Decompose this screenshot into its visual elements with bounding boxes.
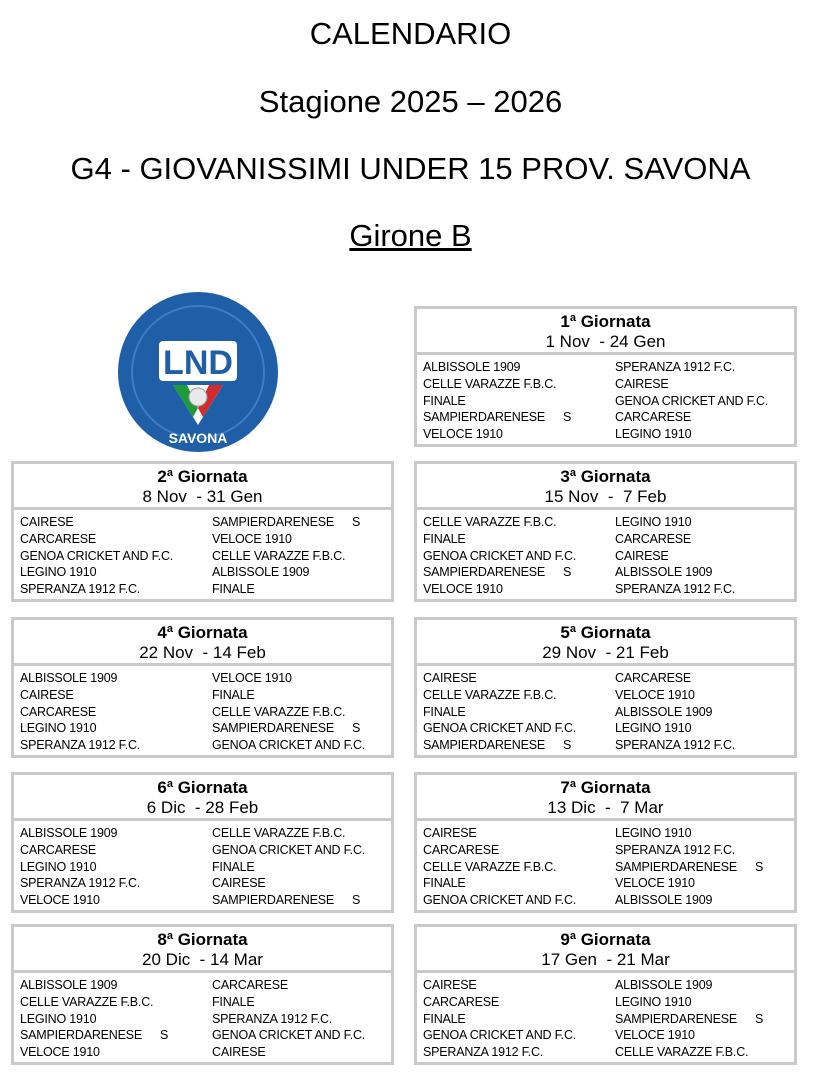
- home-team: [423, 376, 615, 393]
- home-team: [20, 892, 212, 909]
- home-team: [20, 704, 212, 721]
- away-team-name: LEGINO 1910: [615, 721, 692, 736]
- round-header: [14, 620, 391, 666]
- round-dates: 17 Gen - 21 Mar: [541, 950, 670, 969]
- match-list: [417, 510, 794, 598]
- home-team: [423, 1027, 615, 1044]
- match-row: [20, 842, 391, 859]
- logo-main-text: LND: [163, 344, 233, 382]
- home-team-name: SAMPIERDARENESE: [423, 565, 546, 580]
- away-team: [212, 687, 391, 704]
- match-row: [20, 825, 391, 842]
- away-team-name: CARCARESE: [212, 978, 288, 992]
- away-team: [615, 548, 794, 565]
- match-list: [14, 821, 391, 909]
- home-team-name: ALBISSOLE 1909: [20, 826, 118, 840]
- away-team-name: GENOA CRICKET AND F.C.: [212, 842, 366, 857]
- home-team-name: FINALE: [423, 876, 466, 891]
- away-team: [615, 859, 794, 876]
- away-team: [615, 1044, 794, 1061]
- match-row: [423, 393, 794, 410]
- away-team: [212, 514, 391, 531]
- round-title: 4$^a$ Giornata: [157, 623, 248, 642]
- away-team-name: LEGINO 1910: [615, 826, 692, 840]
- match-row: [20, 859, 391, 876]
- home-team: [20, 720, 212, 737]
- away-team: [615, 687, 794, 704]
- home-team-name: FINALE: [423, 531, 466, 546]
- home-team-flag: S: [563, 565, 572, 580]
- home-team-name: SPERANZA 1912 F.C.: [20, 738, 141, 753]
- home-team-name: CAIRESE: [423, 978, 477, 992]
- home-team-name: VELOCE 1910: [423, 427, 503, 442]
- away-team-name: LEGINO 1910: [615, 994, 692, 1009]
- match-row: [20, 670, 391, 687]
- home-team: [423, 737, 615, 754]
- home-team: [423, 825, 615, 842]
- home-team: [423, 1011, 615, 1028]
- home-team-name: CARCARESE: [423, 842, 499, 857]
- match-row: [20, 548, 391, 565]
- round-dates: 13 Dic - 7 Mar: [547, 798, 664, 817]
- round-dates: 15 Nov - 7 Feb: [544, 487, 667, 506]
- away-team-name: FINALE: [212, 687, 255, 702]
- home-team-name: LEGINO 1910: [20, 565, 97, 580]
- match-row: [20, 737, 391, 754]
- home-team-name: CAIRESE: [423, 826, 477, 840]
- away-team-name: SPERANZA 1912 F.C.: [615, 360, 736, 374]
- home-team-name: CARCARESE: [20, 531, 96, 546]
- away-team: [615, 1027, 794, 1044]
- home-team: [423, 564, 615, 581]
- round-card: [414, 461, 797, 602]
- away-team: [615, 359, 794, 376]
- home-team: [20, 859, 212, 876]
- match-row: [20, 1044, 391, 1061]
- round-header: [14, 775, 391, 821]
- round-card: [414, 617, 797, 758]
- home-team: [20, 548, 212, 565]
- home-team-name: CAIRESE: [423, 671, 477, 685]
- away-team: [212, 875, 391, 892]
- home-team: [423, 548, 615, 565]
- away-team: [212, 859, 391, 876]
- match-row: [423, 1011, 794, 1028]
- away-team-name: GENOA CRICKET AND F.C.: [212, 1028, 366, 1043]
- away-team: [212, 704, 391, 721]
- away-team-name: VELOCE 1910: [212, 531, 292, 546]
- home-team: [20, 737, 212, 754]
- round-dates: 22 Nov - 14 Feb: [139, 643, 266, 662]
- match-row: [20, 514, 391, 531]
- match-row: [423, 581, 794, 598]
- match-row: [423, 548, 794, 565]
- home-team-name: CELLE VARAZZE F.B.C.: [423, 859, 557, 874]
- away-team: [212, 994, 391, 1011]
- home-team: [423, 892, 615, 909]
- away-team: [212, 1027, 391, 1044]
- away-team-flag: S: [755, 1011, 764, 1026]
- home-team-name: SPERANZA 1912 F.C.: [20, 582, 141, 597]
- home-team-name: LEGINO 1910: [20, 721, 97, 736]
- round-title: 2$^a$ Giornata: [157, 467, 248, 486]
- home-team-name: VELOCE 1910: [423, 582, 503, 597]
- logo-sub-text: SAVONA: [168, 430, 228, 446]
- match-row: [20, 704, 391, 721]
- home-team: [423, 531, 615, 548]
- group-title: Girone B: [349, 218, 472, 253]
- round-header: [417, 620, 794, 666]
- match-row: [423, 977, 794, 994]
- home-team: [423, 977, 615, 994]
- away-team-name: CELLE VARAZZE F.B.C.: [212, 826, 346, 840]
- home-team-name: VELOCE 1910: [20, 1045, 100, 1060]
- season-title: Stagione 2025 – 2026: [258, 84, 563, 119]
- away-team: [212, 720, 391, 737]
- away-team-name: ALBISSOLE 1909: [615, 565, 713, 580]
- away-team: [615, 994, 794, 1011]
- away-team-name: FINALE: [212, 859, 255, 874]
- away-team: [615, 1011, 794, 1028]
- home-team-name: GENOA CRICKET AND F.C.: [423, 1028, 577, 1043]
- away-team: [212, 581, 391, 598]
- away-team-name: SAMPIERDARENESE: [615, 859, 738, 874]
- away-team: [212, 670, 391, 687]
- match-row: [423, 409, 794, 426]
- match-row: [423, 687, 794, 704]
- away-team: [615, 737, 794, 754]
- match-row: [20, 687, 391, 704]
- match-row: [423, 825, 794, 842]
- home-team: [20, 977, 212, 994]
- away-team: [615, 376, 794, 393]
- home-team-name: CARCARESE: [20, 704, 96, 719]
- away-team-name: FINALE: [212, 994, 255, 1009]
- away-team-name: CAIRESE: [212, 1045, 266, 1060]
- home-team: [423, 670, 615, 687]
- home-team-name: FINALE: [423, 704, 466, 719]
- home-team-name: SAMPIERDARENESE: [423, 410, 546, 425]
- round-title: 3$^a$ Giornata: [560, 467, 651, 486]
- round-header: [417, 927, 794, 973]
- match-row: [423, 359, 794, 376]
- home-team-name: ALBISSOLE 1909: [20, 671, 118, 685]
- home-team: [423, 687, 615, 704]
- round-dates: 8 Nov - 31 Gen: [142, 487, 263, 506]
- round-header: [417, 464, 794, 510]
- match-list: [417, 666, 794, 754]
- home-team-name: CELLE VARAZZE F.B.C.: [423, 687, 557, 702]
- home-team: [20, 1027, 212, 1044]
- away-team-name: LEGINO 1910: [615, 427, 692, 442]
- away-team-name: CELLE VARAZZE F.B.C.: [615, 1045, 749, 1060]
- lnd-savona-logo: [117, 291, 279, 453]
- home-team-name: FINALE: [423, 1011, 466, 1026]
- round-card: [11, 924, 394, 1065]
- match-row: [20, 531, 391, 548]
- away-team-name: CARCARESE: [615, 671, 691, 685]
- home-team-name: FINALE: [423, 393, 466, 408]
- away-team-flag: S: [352, 721, 361, 736]
- away-team-name: GENOA CRICKET AND F.C.: [212, 738, 366, 753]
- home-team: [423, 875, 615, 892]
- away-team: [212, 1044, 391, 1061]
- away-team: [212, 892, 391, 909]
- match-row: [423, 426, 794, 443]
- match-row: [423, 670, 794, 687]
- home-team-name: GENOA CRICKET AND F.C.: [423, 721, 577, 736]
- round-header: [14, 464, 391, 510]
- match-row: [423, 892, 794, 909]
- home-team-name: GENOA CRICKET AND F.C.: [20, 548, 174, 563]
- home-team-name: SPERANZA 1912 F.C.: [423, 1045, 544, 1060]
- away-team-name: ALBISSOLE 1909: [615, 978, 713, 992]
- away-team: [615, 514, 794, 531]
- away-team: [615, 875, 794, 892]
- away-team: [212, 825, 391, 842]
- away-team: [615, 704, 794, 721]
- match-row: [423, 514, 794, 531]
- match-row: [20, 977, 391, 994]
- home-team: [20, 514, 212, 531]
- match-list: [417, 355, 794, 443]
- away-team-name: SPERANZA 1912 F.C.: [615, 582, 736, 597]
- away-team: [615, 409, 794, 426]
- match-list: [14, 510, 391, 598]
- away-team-name: CELLE VARAZZE F.B.C.: [212, 704, 346, 719]
- home-team-name: LEGINO 1910: [20, 1011, 97, 1026]
- round-title: 6$^a$ Giornata: [157, 778, 248, 797]
- home-team-name: SAMPIERDARENESE: [20, 1028, 143, 1043]
- home-team-name: CAIRESE: [20, 687, 74, 702]
- away-team: [615, 720, 794, 737]
- match-row: [20, 1011, 391, 1028]
- away-team: [212, 1011, 391, 1028]
- home-team-name: CARCARESE: [20, 842, 96, 857]
- home-team: [423, 704, 615, 721]
- away-team: [615, 393, 794, 410]
- home-team: [20, 842, 212, 859]
- match-row: [20, 1027, 391, 1044]
- away-team-name: VELOCE 1910: [615, 1028, 695, 1043]
- home-team: [20, 875, 212, 892]
- home-team-flag: S: [563, 738, 572, 753]
- round-dates: 6 Dic - 28 Feb: [146, 798, 259, 817]
- away-team-name: VELOCE 1910: [615, 876, 695, 891]
- home-team: [20, 825, 212, 842]
- away-team-name: SAMPIERDARENESE: [615, 1011, 738, 1026]
- match-row: [20, 564, 391, 581]
- match-list: [417, 973, 794, 1061]
- match-row: [423, 994, 794, 1011]
- away-team-name: CARCARESE: [615, 410, 691, 425]
- home-team-name: CAIRESE: [20, 515, 74, 529]
- round-card: [11, 617, 394, 758]
- away-team-name: CAIRESE: [615, 548, 669, 563]
- round-card: [414, 306, 797, 447]
- match-row: [20, 892, 391, 909]
- home-team-name: VELOCE 1910: [20, 893, 100, 908]
- home-team: [20, 1011, 212, 1028]
- home-team-name: ALBISSOLE 1909: [20, 978, 118, 992]
- away-team: [615, 564, 794, 581]
- away-team: [615, 426, 794, 443]
- match-row: [423, 859, 794, 876]
- home-team: [20, 581, 212, 598]
- away-team: [615, 581, 794, 598]
- match-row: [423, 1044, 794, 1061]
- match-row: [423, 737, 794, 754]
- round-card: [414, 772, 797, 913]
- home-team: [20, 531, 212, 548]
- league-title: G4 - GIOVANISSIMI UNDER 15 PROV. SAVONA: [70, 151, 751, 186]
- home-team: [423, 842, 615, 859]
- home-team: [423, 1044, 615, 1061]
- away-team-name: ALBISSOLE 1909: [615, 704, 713, 719]
- match-row: [423, 1027, 794, 1044]
- home-team: [20, 687, 212, 704]
- round-title: 8$^a$ Giornata: [157, 930, 248, 949]
- away-team-flag: S: [352, 515, 361, 529]
- home-team: [423, 426, 615, 443]
- away-team-flag: S: [352, 893, 361, 908]
- match-row: [423, 875, 794, 892]
- match-row: [423, 704, 794, 721]
- match-list: [14, 973, 391, 1061]
- away-team-name: VELOCE 1910: [212, 671, 292, 685]
- home-team-name: ALBISSOLE 1909: [423, 360, 521, 374]
- away-team: [615, 842, 794, 859]
- match-row: [423, 531, 794, 548]
- match-row: [20, 875, 391, 892]
- away-team: [212, 842, 391, 859]
- round-dates: 20 Dic - 14 Mar: [142, 950, 263, 969]
- home-team: [20, 564, 212, 581]
- home-team-name: GENOA CRICKET AND F.C.: [423, 893, 577, 908]
- home-team: [423, 720, 615, 737]
- match-row: [423, 842, 794, 859]
- match-list: [14, 666, 391, 754]
- home-team: [20, 1044, 212, 1061]
- home-team-name: SAMPIERDARENESE: [423, 738, 546, 753]
- home-team-name: LEGINO 1910: [20, 859, 97, 874]
- away-team: [212, 737, 391, 754]
- home-team: [423, 393, 615, 410]
- home-team-name: CELLE VARAZZE F.B.C.: [20, 994, 154, 1009]
- home-team-flag: S: [160, 1028, 169, 1043]
- round-header: [417, 309, 794, 355]
- match-row: [423, 720, 794, 737]
- round-card: [11, 772, 394, 913]
- round-title: 7$^a$ Giornata: [560, 778, 651, 797]
- away-team: [615, 670, 794, 687]
- home-team: [423, 409, 615, 426]
- match-list: [417, 821, 794, 909]
- away-team-name: SAMPIERDARENESE: [212, 515, 335, 529]
- home-team-flag: S: [563, 410, 572, 425]
- round-dates: 29 Nov - 21 Feb: [542, 643, 669, 662]
- home-team-name: GENOA CRICKET AND F.C.: [423, 548, 577, 563]
- home-team: [423, 581, 615, 598]
- away-team: [212, 531, 391, 548]
- match-row: [20, 720, 391, 737]
- away-team-name: CAIRESE: [615, 376, 669, 391]
- home-team: [423, 994, 615, 1011]
- round-title: 5$^a$ Giornata: [560, 623, 651, 642]
- away-team-name: SPERANZA 1912 F.C.: [615, 842, 736, 857]
- away-team-name: GENOA CRICKET AND F.C.: [615, 393, 769, 408]
- away-team-name: SAMPIERDARENESE: [212, 893, 335, 908]
- away-team: [212, 977, 391, 994]
- match-row: [20, 581, 391, 598]
- away-team-name: VELOCE 1910: [615, 687, 695, 702]
- away-team-name: CAIRESE: [212, 876, 266, 891]
- round-dates: 1 Nov - 24 Gen: [545, 332, 666, 351]
- away-team-name: FINALE: [212, 582, 255, 597]
- away-team: [615, 892, 794, 909]
- round-card: [11, 461, 394, 602]
- match-row: [423, 376, 794, 393]
- round-header: [14, 927, 391, 973]
- away-team-name: SAMPIERDARENESE: [212, 721, 335, 736]
- away-team: [615, 531, 794, 548]
- home-team: [423, 359, 615, 376]
- home-team: [20, 670, 212, 687]
- away-team-name: ALBISSOLE 1909: [212, 565, 310, 580]
- home-team-name: SPERANZA 1912 F.C.: [20, 876, 141, 891]
- home-team: [423, 514, 615, 531]
- away-team: [212, 564, 391, 581]
- home-team-name: CARCARESE: [423, 994, 499, 1009]
- away-team-name: SPERANZA 1912 F.C.: [615, 738, 736, 753]
- home-team: [20, 994, 212, 1011]
- away-team-name: LEGINO 1910: [615, 515, 692, 529]
- away-team-flag: S: [755, 859, 764, 874]
- away-team-name: CARCARESE: [615, 531, 691, 546]
- match-row: [20, 994, 391, 1011]
- round-header: [417, 775, 794, 821]
- away-team: [615, 977, 794, 994]
- round-title: 1$^a$ Giornata: [560, 312, 651, 331]
- home-team-name: CELLE VARAZZE F.B.C.: [423, 376, 557, 391]
- round-title: 9$^a$ Giornata: [560, 930, 651, 949]
- round-card: [414, 924, 797, 1065]
- match-row: [423, 564, 794, 581]
- home-team: [423, 859, 615, 876]
- away-team-name: ALBISSOLE 1909: [615, 893, 713, 908]
- home-team-name: CELLE VARAZZE F.B.C.: [423, 515, 557, 529]
- away-team-name: CELLE VARAZZE F.B.C.: [212, 548, 346, 563]
- away-team-name: SPERANZA 1912 F.C.: [212, 1011, 333, 1026]
- away-team: [615, 825, 794, 842]
- calendar-title: CALENDARIO: [309, 16, 512, 51]
- away-team: [212, 548, 391, 565]
